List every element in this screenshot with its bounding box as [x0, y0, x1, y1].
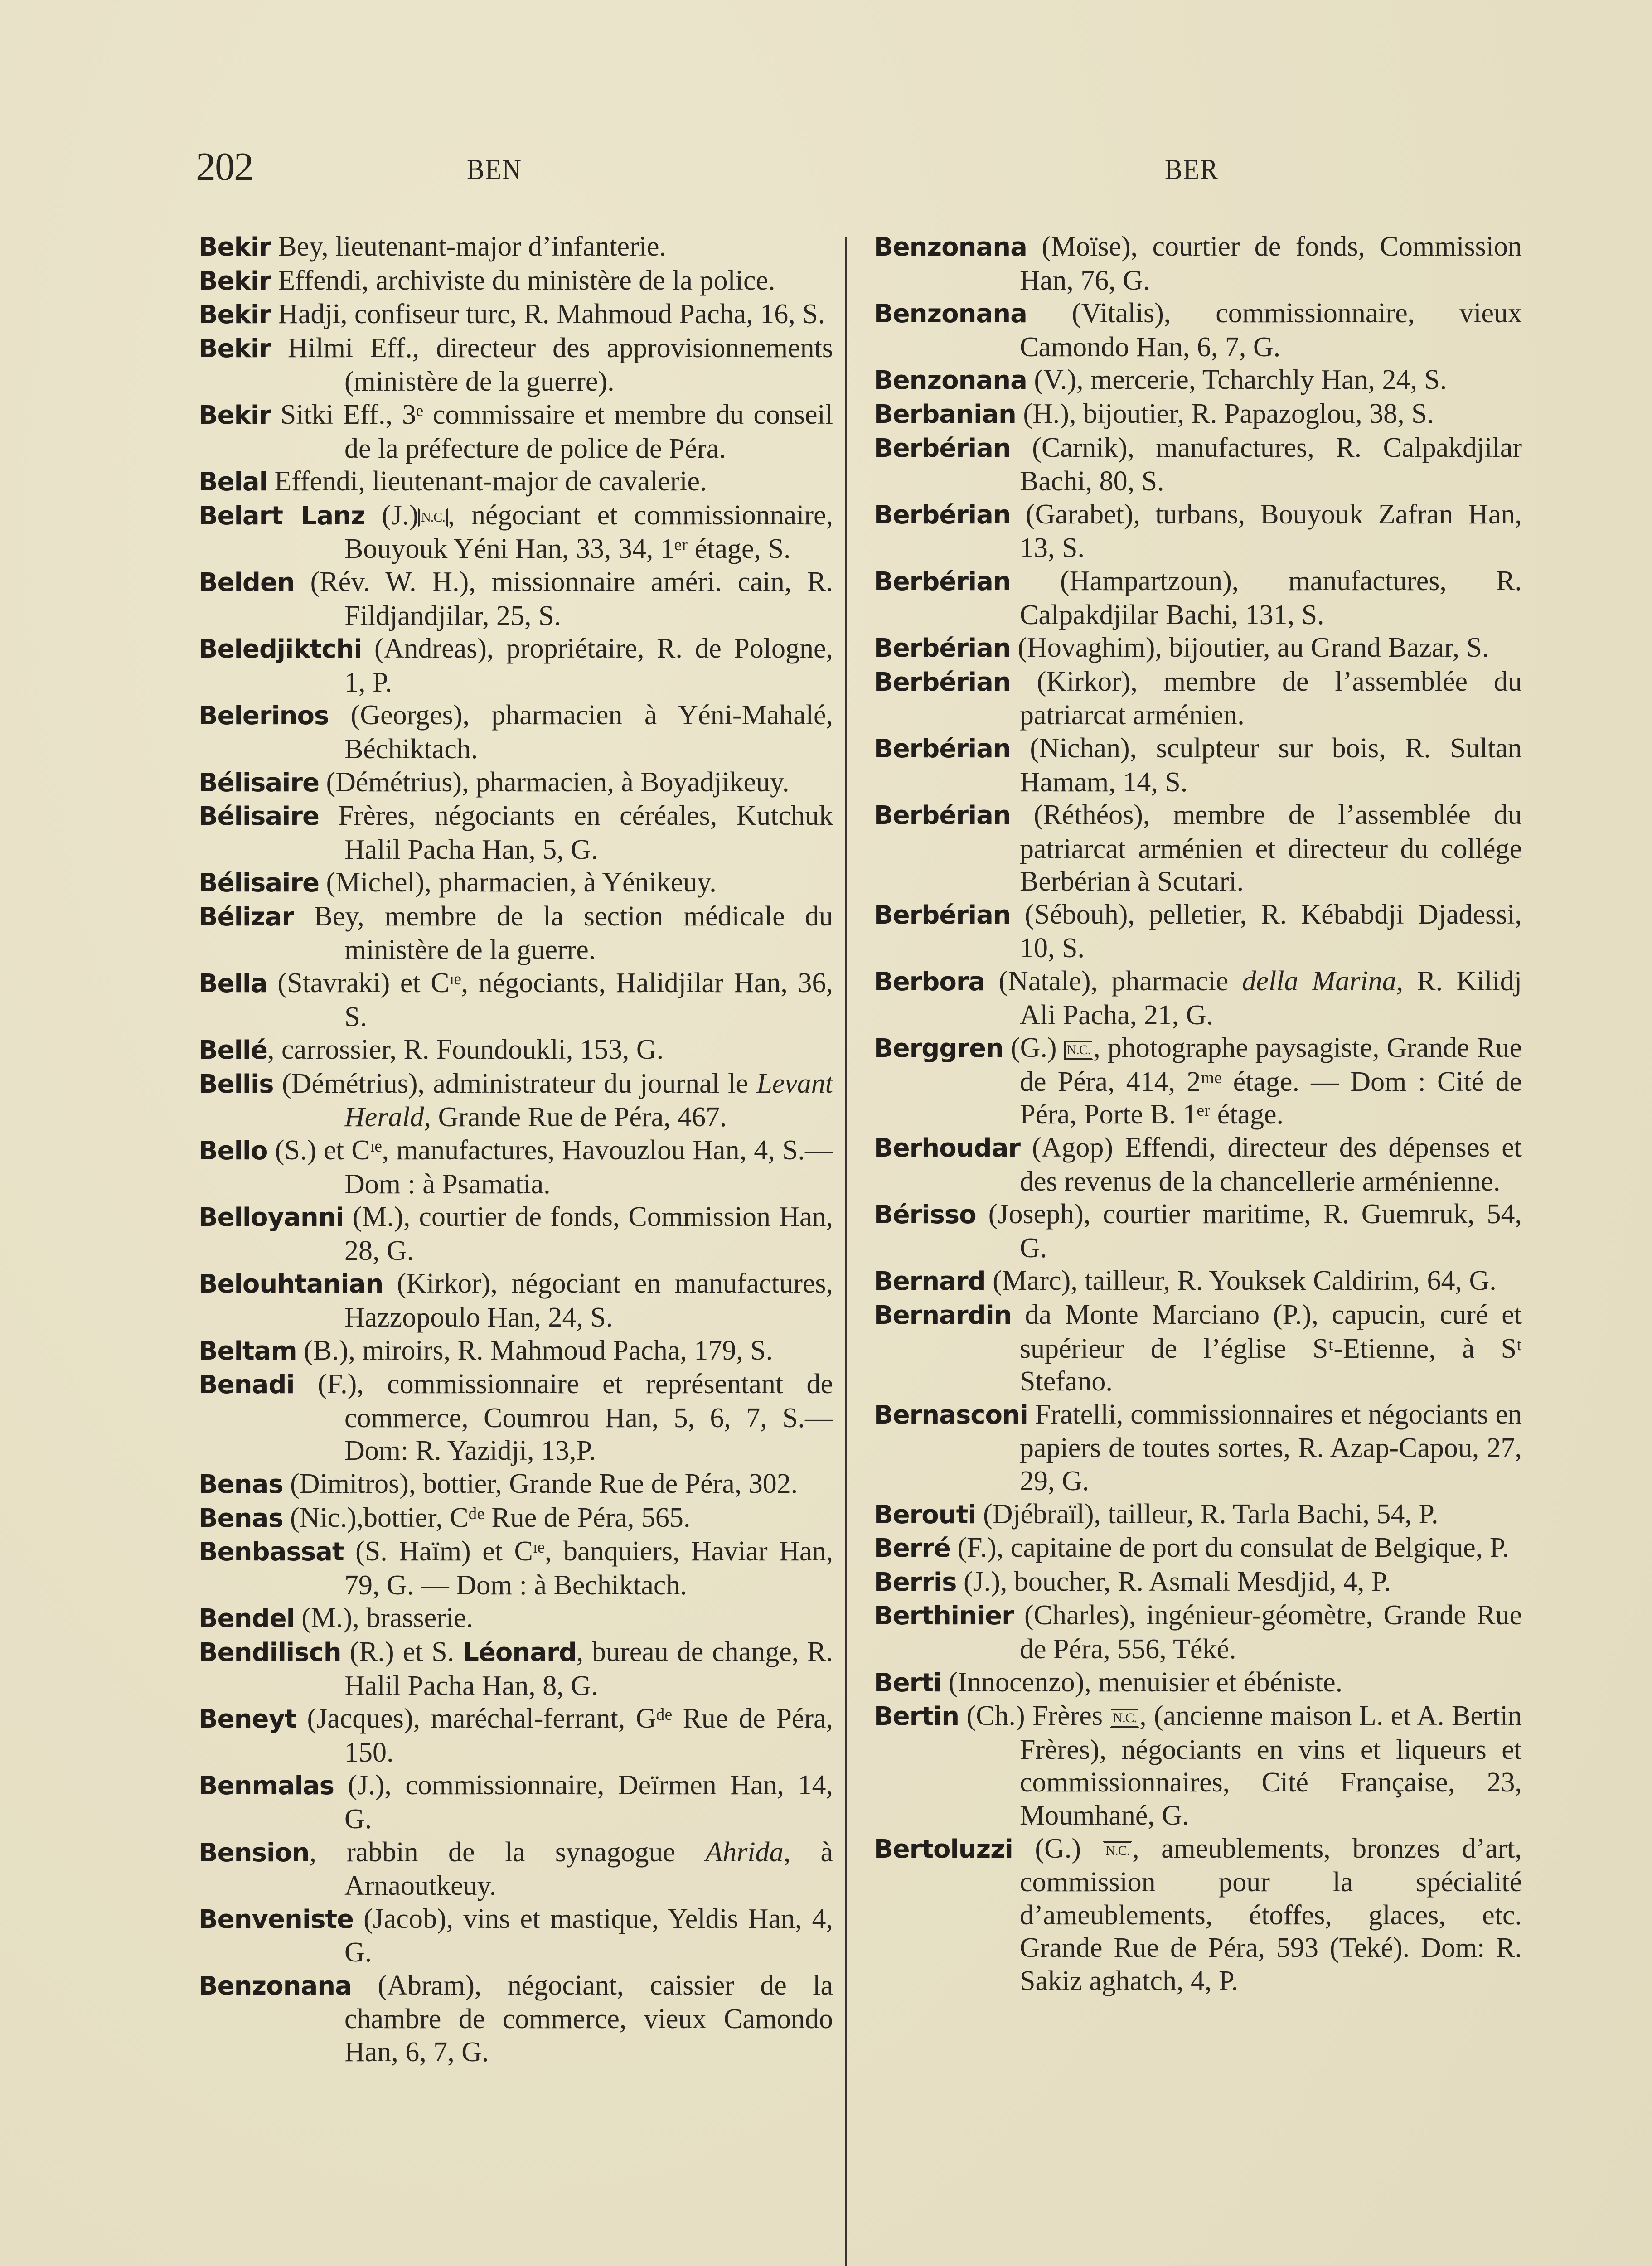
directory-entry	[874, 1832, 1522, 1998]
entry-name: Berbérian	[874, 566, 1011, 596]
entry-name: Belerinos	[199, 701, 329, 731]
entry-name: Bernardin	[874, 1301, 1012, 1330]
entry-text: (H.), bijoutier, R. Papazoglou, 38, S.	[1016, 398, 1434, 429]
entry-text: (Natale), pharmacie	[985, 966, 1242, 997]
entry-text: (Hampartzoun), manufactures, R. Calpakdjilar Bachi, 131, S.	[1010, 565, 1522, 630]
directory-entry	[874, 1565, 1522, 1599]
entry-name: Bendilisch	[199, 1637, 341, 1667]
directory-entry	[199, 1602, 833, 1636]
entry-name: Berbora	[874, 967, 985, 997]
entry-text: (M.), brasserie.	[294, 1603, 474, 1634]
directory-entry	[874, 1531, 1522, 1565]
entry-text: (Vitalis), commissionnaire, vieux Camondo Han, 6, 7, G.	[1020, 298, 1522, 363]
entry-text: Effendi, lieutenant-major de cavalerie.	[267, 466, 707, 497]
entry-name: Bertoluzzi	[874, 1834, 1013, 1864]
directory-entry	[199, 1134, 833, 1201]
entry-name: Bekir	[199, 266, 271, 296]
directory-entry	[874, 230, 1522, 297]
entry-name: Berggren	[874, 1034, 1003, 1064]
entry-text: (Kirkor), négociant en manufactures, Hazzopoulo Han, 24, S.	[344, 1268, 833, 1333]
entry-text-continued: , bureau de change, R. Halil Pacha Han, 8, G.	[344, 1636, 833, 1701]
entry-text: (R.) et S.	[341, 1636, 463, 1667]
directory-entry	[199, 632, 833, 699]
directory-entry	[199, 499, 833, 566]
entry-name: Beltam	[199, 1336, 297, 1366]
entry-name: Bélizar	[199, 902, 294, 932]
entry-name: Beledjiktchi	[199, 634, 362, 664]
nc-mark-icon: N.C.	[1110, 1709, 1139, 1728]
entry-name: Berbanian	[874, 399, 1016, 429]
entry-name: Bekir	[199, 232, 271, 262]
directory-entry	[199, 1067, 833, 1134]
directory-entry	[199, 1033, 833, 1067]
entry-text: Fratelli, commissionnaires et négociants en papiers de toutes sortes, R. Azap-Capou, 27, 29, G.	[1020, 1399, 1522, 1496]
entry-text: (Démétrius), pharmacien, à Boyadjikeuy.	[319, 766, 790, 798]
entry-text: (Stavraki) et Cᶦᵉ, négociants, Halidjilar Han, 36, S.	[267, 968, 833, 1032]
entry-name: Benas	[199, 1469, 283, 1499]
entry-text: Effendi, archiviste du ministère de la police.	[271, 265, 775, 296]
entry-text: (Nic.),bottier, Cᵈᵉ Rue de Péra, 565.	[283, 1502, 691, 1533]
entry-name: Belart Lanz	[199, 501, 365, 531]
entry-text: (Dimitros), bottier, Grande Rue de Péra, 302.	[283, 1468, 798, 1499]
directory-entry	[199, 1769, 833, 1835]
directory-entry	[199, 1368, 833, 1467]
directory-entry	[874, 1599, 1522, 1666]
entry-name: Bension	[199, 1838, 310, 1868]
entry-name: Benzonana	[874, 366, 1027, 396]
entry-name: Berthinier	[874, 1601, 1014, 1631]
directory-entry	[874, 898, 1522, 965]
entry-italic-text: Levant Herald	[344, 1068, 833, 1133]
running-head-left: BEN	[467, 153, 522, 186]
entry-name: Belden	[199, 567, 295, 597]
entry-text: (Marc), tailleur, R. Youksek Caldirim, 64, G.	[985, 1265, 1497, 1297]
directory-entry	[199, 264, 833, 298]
entry-name: Berbérian	[874, 801, 1011, 831]
directory-entry	[874, 1031, 1522, 1131]
entry-text: (Sébouh), pelletier, R. Kébabdji Djadessi, 10, S.	[1010, 899, 1522, 964]
entry-name: Bernard	[874, 1267, 986, 1297]
entry-text-continued: , photographe paysagiste, Grande Rue de Péra, 414, 2ᵐᵉ étage. — Dom : Cité de Péra, Porte B. 1ᵉʳ étage.	[1020, 1032, 1522, 1130]
directory-entry	[199, 967, 833, 1033]
directory-entry	[199, 1702, 833, 1769]
column-divider	[845, 237, 847, 2266]
entry-text: , rabbin de la synagogue	[309, 1836, 706, 1868]
entry-name-secondary: Léonard	[463, 1637, 577, 1667]
page-header	[0, 136, 1652, 199]
directory-entry	[874, 1198, 1522, 1264]
entry-name: Berbérian	[874, 900, 1011, 930]
directory-entry	[874, 965, 1522, 1031]
entry-name: Bello	[199, 1136, 268, 1166]
entry-text: (Michel), pharmacien, à Yénikeuy.	[319, 867, 717, 898]
entry-text: (Georges), pharmacien à Yéni-Mahalé, Béchiktach.	[329, 700, 833, 765]
entry-text: (Jacques), maréchal-ferrant, Gᵈᵉ Rue de Péra, 150.	[296, 1703, 833, 1768]
entry-name: Benveniste	[199, 1904, 354, 1934]
entry-name: Berbérian	[874, 433, 1011, 463]
entry-name: Bekir	[199, 300, 271, 330]
directory-entry	[874, 1398, 1522, 1498]
entry-text: (Djébraïl), tailleur, R. Tarla Bachi, 54, P.	[976, 1498, 1439, 1530]
entry-text-continued: , à Arnaoutkeuy.	[344, 1836, 833, 1902]
directory-entry	[199, 1201, 833, 1267]
directory-entry	[199, 230, 833, 264]
entry-name: Bélisaire	[199, 802, 319, 832]
entry-name: Bellis	[199, 1069, 274, 1099]
entry-name: Bella	[199, 969, 267, 999]
directory-entry	[199, 332, 833, 398]
directory-entry	[874, 799, 1522, 898]
entry-text: (S. Haïm) et Cᶦᵉ, banquiers, Haviar Han, 79, G. — Dom : à Bechiktach.	[344, 1536, 833, 1601]
entry-text: (Rév. W. H.), missionnaire améri. cain, R. Fildjandjilar, 25, S.	[294, 566, 833, 631]
directory-entry	[199, 1969, 833, 2069]
entry-text: (S.) et Cᶦᵉ, manufactures, Havouzlou Han, 4, S.—Dom : à Psamatia.	[267, 1135, 833, 1200]
entry-name: Berbérian	[874, 667, 1011, 697]
directory-entry	[199, 866, 833, 900]
entry-name: Bekir	[199, 400, 271, 430]
directory-entry	[874, 397, 1522, 431]
entry-name: Berbérian	[874, 734, 1011, 764]
directory-entry	[199, 699, 833, 765]
entry-name: Berbérian	[874, 500, 1011, 530]
directory-entry	[874, 732, 1522, 799]
directory-entry	[199, 465, 833, 499]
entry-text: (Ch.) Frères	[959, 1700, 1110, 1732]
entry-text: Hadji, confiseur turc, R. Mahmoud Pacha, 16, S.	[271, 299, 825, 330]
entry-name: Beneyt	[199, 1704, 296, 1734]
entry-text: Hilmi Eff., directeur des approvisionnements (ministère de la guerre).	[271, 332, 833, 397]
entry-name: Benas	[199, 1503, 283, 1533]
entry-text: (M.), courtier de fonds, Commission Han, 28, G.	[344, 1201, 833, 1266]
entry-text: (Charles), ingénieur-géomètre, Grande Rue de Péra, 556, Téké.	[1013, 1600, 1522, 1665]
directory-entry	[874, 431, 1522, 498]
directory-entry	[874, 1498, 1522, 1532]
entry-name: Berbérian	[874, 634, 1011, 663]
directory-entry	[199, 1501, 833, 1535]
entry-text: (Nichan), sculpteur sur bois, R. Sultan Hamam, 14, S.	[1010, 732, 1522, 798]
entry-italic-text: della Marina	[1242, 966, 1396, 997]
entry-text: Frères, négociants en céréales, Kutchuk Halil Pacha Han, 5, G.	[319, 800, 833, 865]
entry-name: Berouti	[874, 1500, 976, 1530]
entry-name: Bertin	[874, 1702, 959, 1732]
entry-name: Belal	[199, 467, 267, 497]
entry-text: (Moïse), courtier de fonds, Commission Han, 76, G.	[1020, 231, 1522, 296]
entry-name: Bernasconi	[874, 1400, 1028, 1430]
entry-text: (J.), boucher, R. Asmali Mesdjid, 4, P.	[956, 1566, 1391, 1597]
entry-text: (F.), capitaine de port du consulat de Belgique, P.	[950, 1532, 1509, 1564]
entry-name: Belouhtanian	[199, 1269, 383, 1299]
entry-text: Bey, lieutenant-major d’infanterie.	[271, 231, 666, 262]
directory-entry	[199, 298, 833, 332]
entry-text: (Agop) Effendi, directeur des dépenses et des revenus de la chancellerie arménienne.	[1020, 1132, 1522, 1197]
right-column	[874, 230, 1522, 1997]
directory-entry	[199, 1535, 833, 1602]
directory-entry	[199, 799, 833, 866]
entry-name: Benbassat	[199, 1537, 344, 1567]
entry-name: Belloyanni	[199, 1203, 344, 1233]
running-head-right: BER	[1165, 153, 1219, 186]
entry-text: (Hovaghim), bijoutier, au Grand Bazar, S.	[1010, 632, 1489, 663]
entry-text: Bey, membre de la section médicale du ministère de la guerre.	[294, 901, 833, 966]
entry-text-continued: , négociant et commissionnaire, Bouyouk Yéni Han, 33, 34, 1ᵉʳ étage, S.	[344, 499, 833, 565]
entry-italic-text: Ahrida	[705, 1836, 784, 1868]
directory-entry	[874, 1666, 1522, 1700]
directory-entry	[874, 363, 1522, 397]
entry-text: (Andreas), propriétaire, R. de Pologne, 1, P.	[344, 633, 833, 698]
directory-entry	[874, 1700, 1522, 1832]
left-column	[199, 230, 833, 2069]
entry-name: Bélisaire	[199, 768, 319, 798]
entry-text-continued: , (ancienne maison L. et A. Bertin Frères), négociants en vins et liqueurs et commissionnaires, Cité Française, 23, Moumhané, G.	[1020, 1700, 1522, 1831]
entry-text: (Kirkor), membre de l’assemblée du patriarcat arménien.	[1010, 666, 1522, 731]
directory-entry	[199, 398, 833, 465]
entry-text: (Réthéos), membre de l’assemblée du patriarcat arménien et directeur du collége Berbérian à Scutari.	[1010, 799, 1522, 897]
entry-text-continued: , Grande Rue de Péra, 467.	[424, 1102, 727, 1133]
entry-text: (Joseph), courtier maritime, R. Guemruk, 54, G.	[976, 1199, 1522, 1264]
entry-name: Berris	[874, 1567, 957, 1597]
directory-entry	[874, 1298, 1522, 1398]
entry-text: (G.)	[1013, 1833, 1103, 1864]
entry-name: Benadi	[199, 1370, 295, 1400]
entry-name: Bélisaire	[199, 868, 319, 898]
directory-entry	[874, 498, 1522, 565]
entry-text: (J.)	[365, 499, 419, 531]
nc-mark-icon: N.C.	[418, 508, 448, 527]
entry-text: (V.), mercerie, Tcharchly Han, 24, S.	[1027, 364, 1447, 396]
directory-entry	[199, 766, 833, 800]
directory-entry	[874, 1264, 1522, 1298]
directory-entry	[199, 1267, 833, 1334]
entry-name: Benzonana	[199, 1971, 352, 2001]
nc-mark-icon: N.C.	[1103, 1841, 1132, 1860]
entry-text: da Monte Marciano (P.), capucin, curé et supérieur de l’église Sᵗ-Etienne, à Sᵗ Stefano.	[1011, 1299, 1522, 1397]
entry-name: Benzonana	[874, 299, 1027, 329]
directory-entry	[874, 1131, 1522, 1198]
entry-text-continued: , ameublements, bronzes d’art, commission pour la spécialité d’ameublements, étoffes, glaces, etc. Grande Rue de Péra, 593 (Teké). Dom: R. Sakiz aghatch, 4, P.	[1020, 1833, 1522, 1996]
entry-text: (Démétrius), administrateur du journal le	[273, 1068, 757, 1099]
entry-text: (Innocenzo), menuisier et ébéniste.	[941, 1666, 1343, 1698]
directory-entry	[199, 1636, 833, 1702]
entry-name: Berti	[874, 1668, 942, 1698]
entry-text: (F.), commissionnaire et représentant de commerce, Coumrou Han, 5, 6, 7, S.—Dom: R. Yazidji, 13,P.	[294, 1369, 833, 1467]
entry-name: Bekir	[199, 334, 271, 363]
directory-entry	[199, 1903, 833, 1969]
entry-name: Bendel	[199, 1604, 295, 1634]
page-number: 202	[196, 145, 253, 189]
entry-text: Sitki Eff., 3ᵉ commissaire et membre du conseil de la préfecture de police de Péra.	[271, 399, 833, 464]
directory-entry	[199, 1836, 833, 1903]
entry-name: Benzonana	[874, 232, 1027, 262]
directory-entry	[874, 297, 1522, 363]
directory-entry	[874, 665, 1522, 732]
entry-name: Bellé	[199, 1036, 268, 1065]
entry-text: (G.)	[1003, 1032, 1064, 1064]
entry-text-continued: , R. Kilidj Ali Pacha, 21, G.	[1020, 966, 1522, 1031]
directory-entry	[874, 565, 1522, 631]
entry-text: (Abram), négociant, caissier de la chambre de commerce, vieux Camondo Han, 6, 7, G.	[344, 1970, 833, 2068]
directory-entry	[199, 900, 833, 967]
entry-name: Berhoudar	[874, 1133, 1020, 1163]
directory-entry	[874, 631, 1522, 665]
directory-entry	[199, 566, 833, 632]
entry-name: Bérisso	[874, 1200, 976, 1230]
nc-mark-icon: N.C.	[1064, 1041, 1094, 1060]
entry-text: (Jacob), vins et mastique, Yeldis Han, 4, G.	[344, 1903, 833, 1968]
directory-entry	[199, 1334, 833, 1368]
directory-entry	[199, 1467, 833, 1501]
entry-text: (Garabet), turbans, Bouyouk Zafran Han, 13, S.	[1010, 499, 1522, 564]
entry-text: (J.), commissionnaire, Deïrmen Han, 14, G.	[334, 1770, 833, 1835]
entry-text: (Carnik), manufactures, R. Calpakdjilar Bachi, 80, S.	[1010, 432, 1522, 497]
entry-text: (B.), miroirs, R. Mahmoud Pacha, 179, S.	[296, 1335, 773, 1366]
entry-text: , carrossier, R. Foundoukli, 153, G.	[267, 1034, 664, 1065]
entry-name: Berré	[874, 1534, 950, 1564]
entry-name: Benmalas	[199, 1771, 334, 1801]
